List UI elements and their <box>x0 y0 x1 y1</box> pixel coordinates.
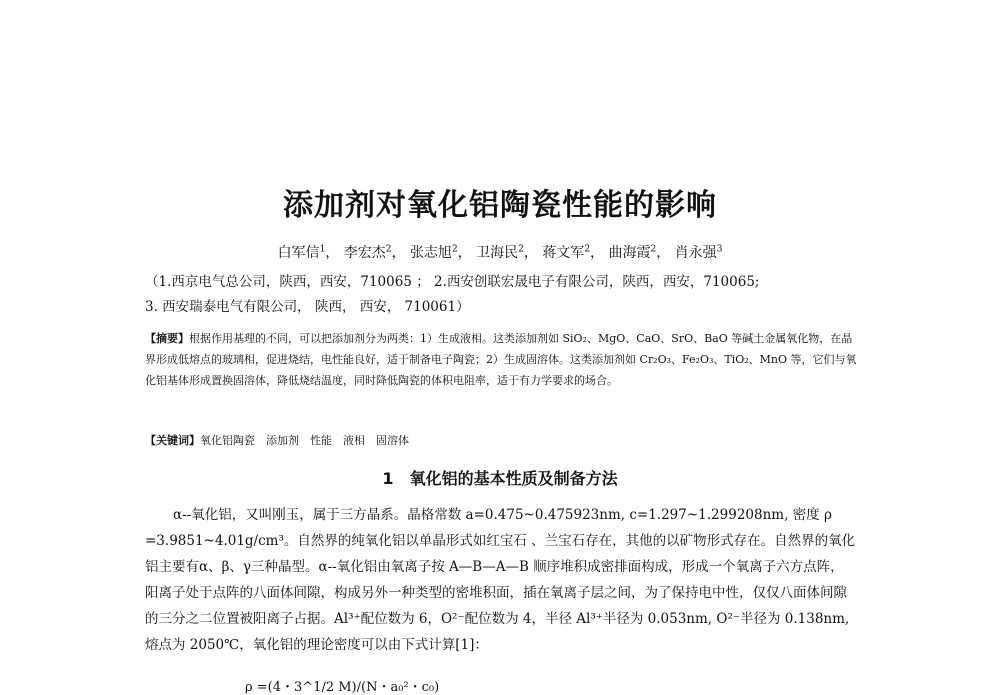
keywords <box>145 432 857 448</box>
author: 曲海霞$^2$ <box>608 244 657 261</box>
keywords-label: 【关键词】 <box>145 434 200 447</box>
author-list: 白军信$^1$， 李宏杰$^2$， 张志旭$^2$， 卫海民$^2$， 蒋文军$^2$， 曲海霞$^2$， 肖永强$^3$ <box>277 244 723 261</box>
author: 白军信$^1$ <box>277 244 326 261</box>
section-heading <box>0 466 1000 489</box>
affiliation-line-1: （1.西京电气总公司，陕西，西安，710065 ； 2.西安创联宏晟电子有限公司，陕西，西安，710065; <box>145 274 760 290</box>
body-paragraph: α--氧化铝，又叫刚玉，属于三方晶系。晶格常数 a=0.475~0.475923nm, c=1.297~1.299208nm, 密度 ρ =3.9851~4.01g/cm³。自然界的纯氧化铝以单晶形式如红宝石 、兰宝石存在，其他的以矿物形式存在。自然界的氧化铝主要有α、β、γ三种晶型。α--氧化铝由氧离子按 A—B—A—B 顺序堆积成密排面构成，形成一个氧离子六方点阵，阳离子处于点阵的八面体间隙，构成另外一种类型的密堆积面，插在氧离子层之间，为了保持电中性，仅仅八面体间隙的三分之二位置被阳离子占据。Al³⁺配位数为 6，O²⁻配位数为 4，半径 Al³⁺半径为 0.053nm, O²⁻半径为 0.138nm,熔点为 2050℃，氧化铝的理论密度可以由下式计算[1]： <box>145 507 856 653</box>
abstract-label: 【摘要】 <box>145 332 189 345</box>
paper-title: 添加剂对氧化铝陶瓷性能的影响 <box>283 188 717 223</box>
section-number: 1 <box>382 469 394 488</box>
author: 李宏杰$^2$ <box>343 244 392 261</box>
author: 肖永强$^3$ <box>674 244 723 261</box>
abstract <box>145 328 857 391</box>
author: 蒋文军$^2$ <box>542 244 591 261</box>
section-title: 氧化铝的基本性质及制备方法 <box>409 469 618 488</box>
abstract-text: 根据作用基理的不同，可以把添加剂分为两类：1）生成液相。这类添加剂如 SiO₂、MgO、CaO、SrO、BaO 等碱土金属氧化物，在晶界形成低熔点的玻璃相，促进烧结，电性能良好，适于制备电子陶瓷；2）生成固溶体。这类添加剂如 Cr₂O₃、Fe₂O₃、TiO₂、MnO 等，它们与氧化铝基体形成置换固溶体，降低烧结温度，同时降低陶瓷的体积电阻率，适于有力学要求的场合。 <box>145 332 857 387</box>
keywords-text: 氧化铝陶瓷 添加剂 性能 液相 固溶体 <box>200 434 409 447</box>
author: 卫海民$^2$ <box>476 244 524 261</box>
density-formula: ρ =(4・3^1/2 M)/(N・a₀²・c₀) <box>245 680 440 695</box>
author: 张志旭$^2$ <box>409 244 458 261</box>
affiliation-line-2: 3. 西安瑞泰电气有限公司， 陕西， 西安， 710061） <box>145 299 470 315</box>
